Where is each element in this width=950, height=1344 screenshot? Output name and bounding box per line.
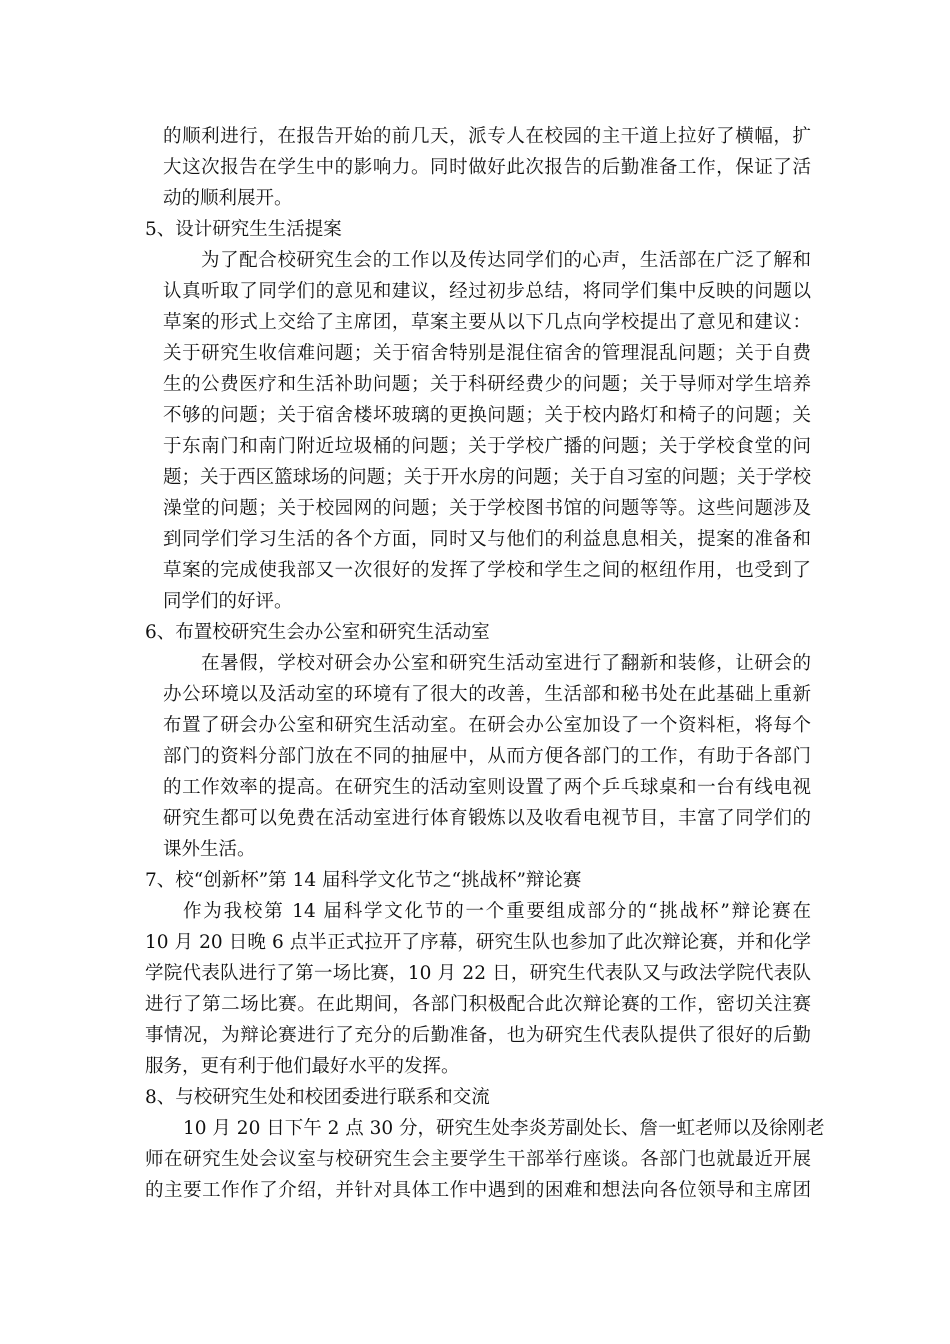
text-line: 布置了研会办公室和研究生活动室。在研会办公室加设了一个资料柜，将每个: [163, 715, 811, 736]
text-line: 的主要工作作了介绍，并针对具体工作中遇到的困难和想法向各位领导和主席团: [145, 1180, 811, 1201]
text-line: 大这次报告在学生中的影响力。同时做好此次报告的后勤准备工作，保证了活: [163, 157, 811, 178]
text-line: 部门的资料分部门放在不同的抽屉中，从而方便各部门的工作，有助于各部门: [163, 746, 811, 767]
text-line: 办公环境以及活动室的环境有了很大的改善，生活部和秘书处在此基础上重新: [163, 684, 811, 705]
paragraph-first-line: 在暑假，学校对研会办公室和研究生活动室进行了翻新和装修，让研会的: [201, 653, 811, 674]
text-line: 题；关于西区篮球场的问题；关于开水房的问题；关于自习室的问题；关于学校: [163, 467, 811, 488]
text-line: 澡堂的问题；关于校园网的问题；关于学校图书馆的问题等等。这些问题涉及: [163, 498, 811, 519]
text-line: 进行了第二场比赛。在此期间，各部门积极配合此次辩论赛的工作，密切关注赛: [145, 994, 811, 1015]
text-line: 不够的问题；关于宿舍楼坏玻璃的更换问题；关于校内路灯和椅子的问题；关: [163, 405, 811, 426]
text-line: 学院代表队进行了第一场比赛，10 月 22 日，研究生代表队又与政法学院代表队: [145, 963, 811, 984]
paragraph-first-line: 作为我校第 14 届科学文化节的一个重要组成部分的“挑战杯”辩论赛在: [183, 901, 811, 922]
paragraph-first-line: 10 月 20 日下午 2 点 30 分，研究生处李炎芳副处长、詹一虹老师以及徐刚老: [183, 1118, 825, 1139]
text-line: 认真听取了同学们的意见和建议，经过初步总结，将同学们集中反映的问题以: [163, 281, 811, 302]
paragraph-first-line: 为了配合校研究生会的工作以及传达同学们的心声，生活部在广泛了解和: [201, 250, 811, 271]
text-line: 课外生活。: [163, 839, 256, 860]
section-heading: 7、校“创新杯”第 14 届科学文化节之“挑战杯”辩论赛: [145, 870, 582, 891]
text-line: 关于研究生收信难问题；关于宿舍特别是混住宿舍的管理混乱问题；关于自费: [163, 343, 811, 364]
section-heading: 8、与校研究生处和校团委进行联系和交流: [145, 1087, 490, 1108]
text-line: 同学们的好评。: [163, 591, 293, 612]
text-line: 的顺利进行，在报告开始的前几天，派专人在校园的主干道上拉好了横幅，扩: [163, 126, 811, 147]
text-line: 生的公费医疗和生活补助问题；关于科研经费少的问题；关于导师对学生培养: [163, 374, 811, 395]
text-line: 的工作效率的提高。在研究生的活动室则设置了两个乒乓球桌和一台有线电视: [163, 777, 811, 798]
text-line: 研究生都可以免费在活动室进行体育锻炼以及收看电视节目，丰富了同学们的: [163, 808, 811, 829]
text-line: 事情况，为辩论赛进行了充分的后勤准备，也为研究生代表队提供了很好的后勤: [145, 1025, 811, 1046]
text-line: 师在研究生处会议室与校研究生会主要学生干部举行座谈。各部门也就最近开展: [145, 1149, 811, 1170]
text-line: 于东南门和南门附近垃圾桶的问题；关于学校广播的问题；关于学校食堂的问: [163, 436, 811, 457]
text-line: 动的顺利展开。: [163, 188, 293, 209]
text-line: 草案的完成使我部又一次很好的发挥了学校和学生之间的枢纽作用，也受到了: [163, 560, 811, 581]
section-heading: 6、布置校研究生会办公室和研究生活动室: [145, 622, 490, 643]
text-line: 服务，更有利于他们最好水平的发挥。: [145, 1056, 460, 1077]
text-line: 草案的形式上交给了主席团，草案主要从以下几点向学校提出了意见和建议：: [163, 312, 811, 333]
section-heading: 5、设计研究生生活提案: [145, 219, 342, 240]
text-line: 到同学们学习生活的各个方面，同时又与他们的利益息息相关，提案的准备和: [163, 529, 811, 550]
text-line: 10 月 20 日晚 6 点半正式拉开了序幕，研究生队也参加了此次辩论赛，并和化学: [145, 932, 811, 953]
